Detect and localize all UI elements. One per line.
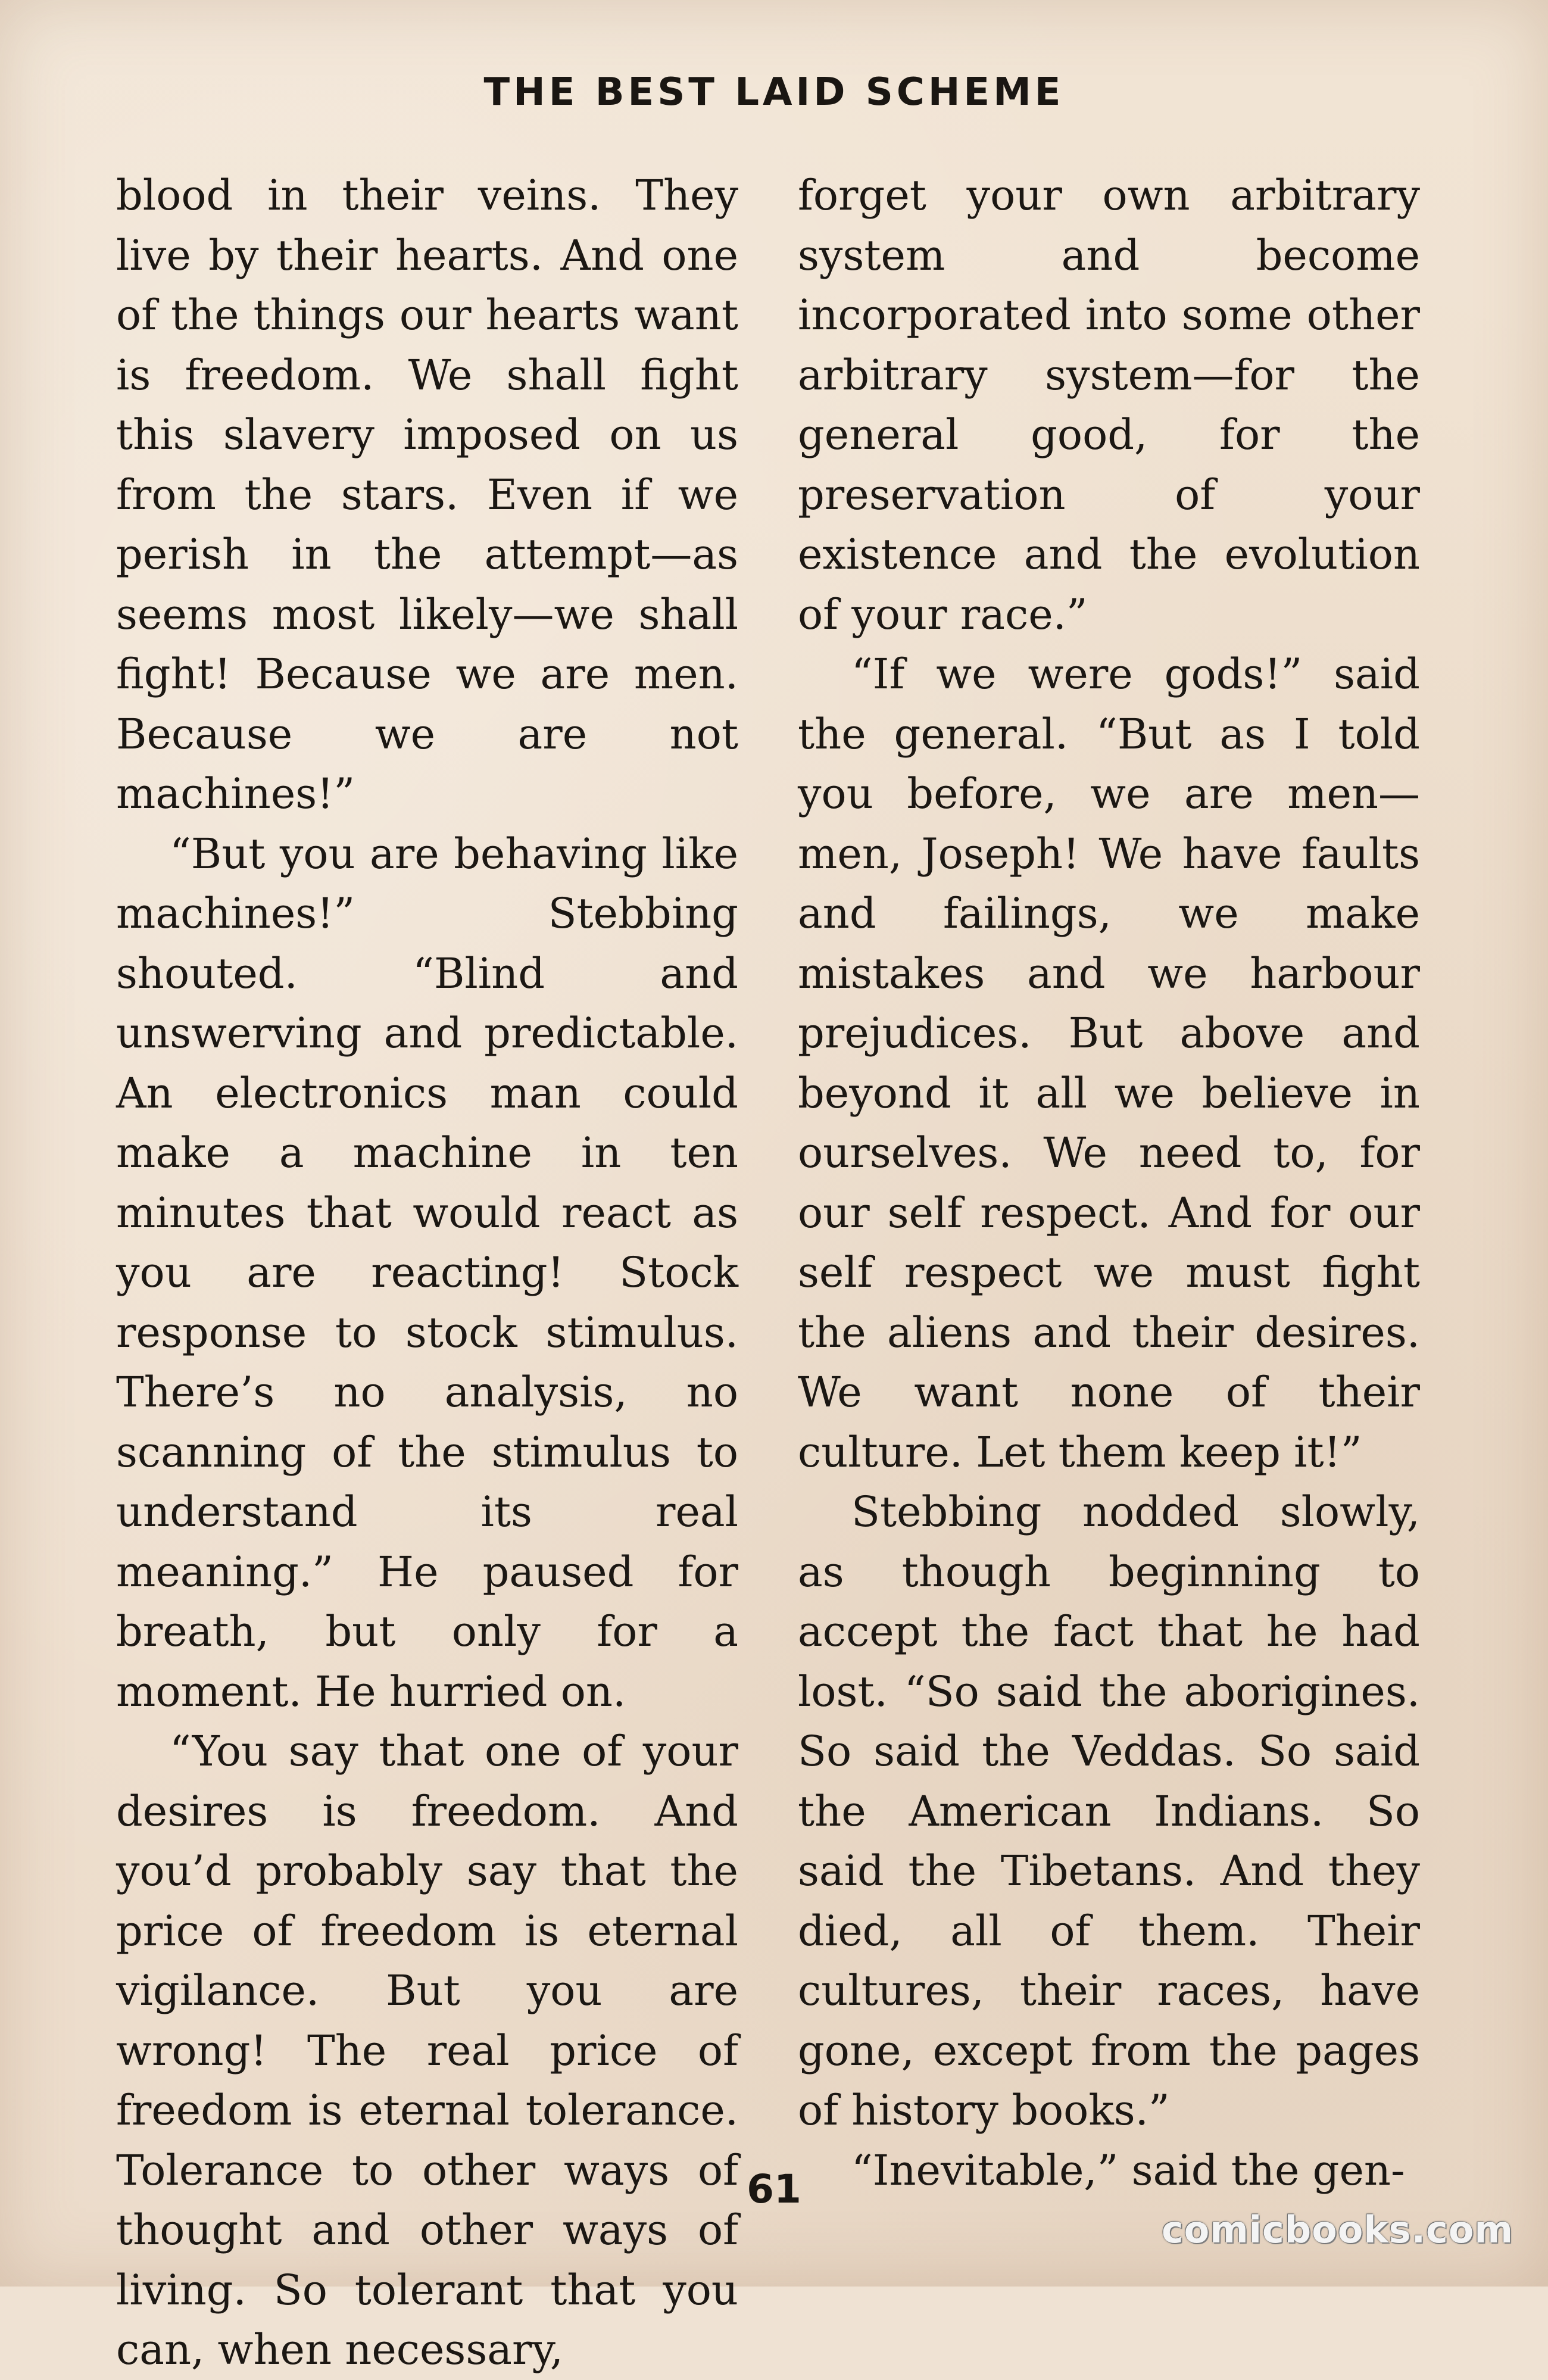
paragraph: “But you are behaving like machines!” Stebbing shouted. “Blind and unswerving and predictable. An electronics man could make a machine in ten minutes that would react as you are reacting! Stock response to stock stimulus. There’s no analysis, no scanning of the stimulus to understand its real meaning.” He paused for breath, but only for a moment. He hurried on. (116, 829, 738, 1716)
page-number: 61 (747, 2166, 801, 2212)
paragraph: forget your own arbitrary system and become incorporated into some other arbitrary system—for the general good, for the preservation of your existence and the evolution of your race.” (798, 171, 1420, 639)
paragraph: “Inevitable,” said the gen- (851, 2145, 1405, 2195)
left-column (116, 166, 738, 2380)
paragraph: blood in their veins. They live by their hearts. And one of the things our hearts want is freedom. We shall fight this slavery imposed on us from the stars. Even if we perish in the attempt—as seems most likely—we shall fight! Because we are men. Because we are not machines!” (116, 171, 738, 818)
paragraph: “If we were gods!” said the general. “But as I told you before, we are men—men, Joseph! We have faults and failings, we make mistakes and we harbour prejudices. But above and beyond it all we believe in ourselves. We need to, for our self respect. And for our self respect we must fight the aliens and their desires. We want none of their culture. Let them keep it!” (798, 650, 1420, 1477)
right-column (798, 166, 1420, 2200)
paragraph: “You say that one of your desires is freedom. And you’d probably say that the price of freedom is eternal vigilance. But you are wrong! The real price of freedom is eternal tolerance. Tolerance to other ways of thought and other ways of living. So tolerant that you can, when necessary, (116, 1727, 738, 2374)
running-head: THE BEST LAID SCHEME (483, 70, 1065, 114)
paragraph: Stebbing nodded slowly, as though beginning to accept the fact that he had lost. “So said the aborigines. So said the Veddas. So said the American Indians. So said the Tibetans. And they died, all of them. Their cultures, their races, have gone, except from the pages of history books.” (798, 1487, 1420, 2135)
watermark: comicbooks.com (1161, 2208, 1513, 2251)
